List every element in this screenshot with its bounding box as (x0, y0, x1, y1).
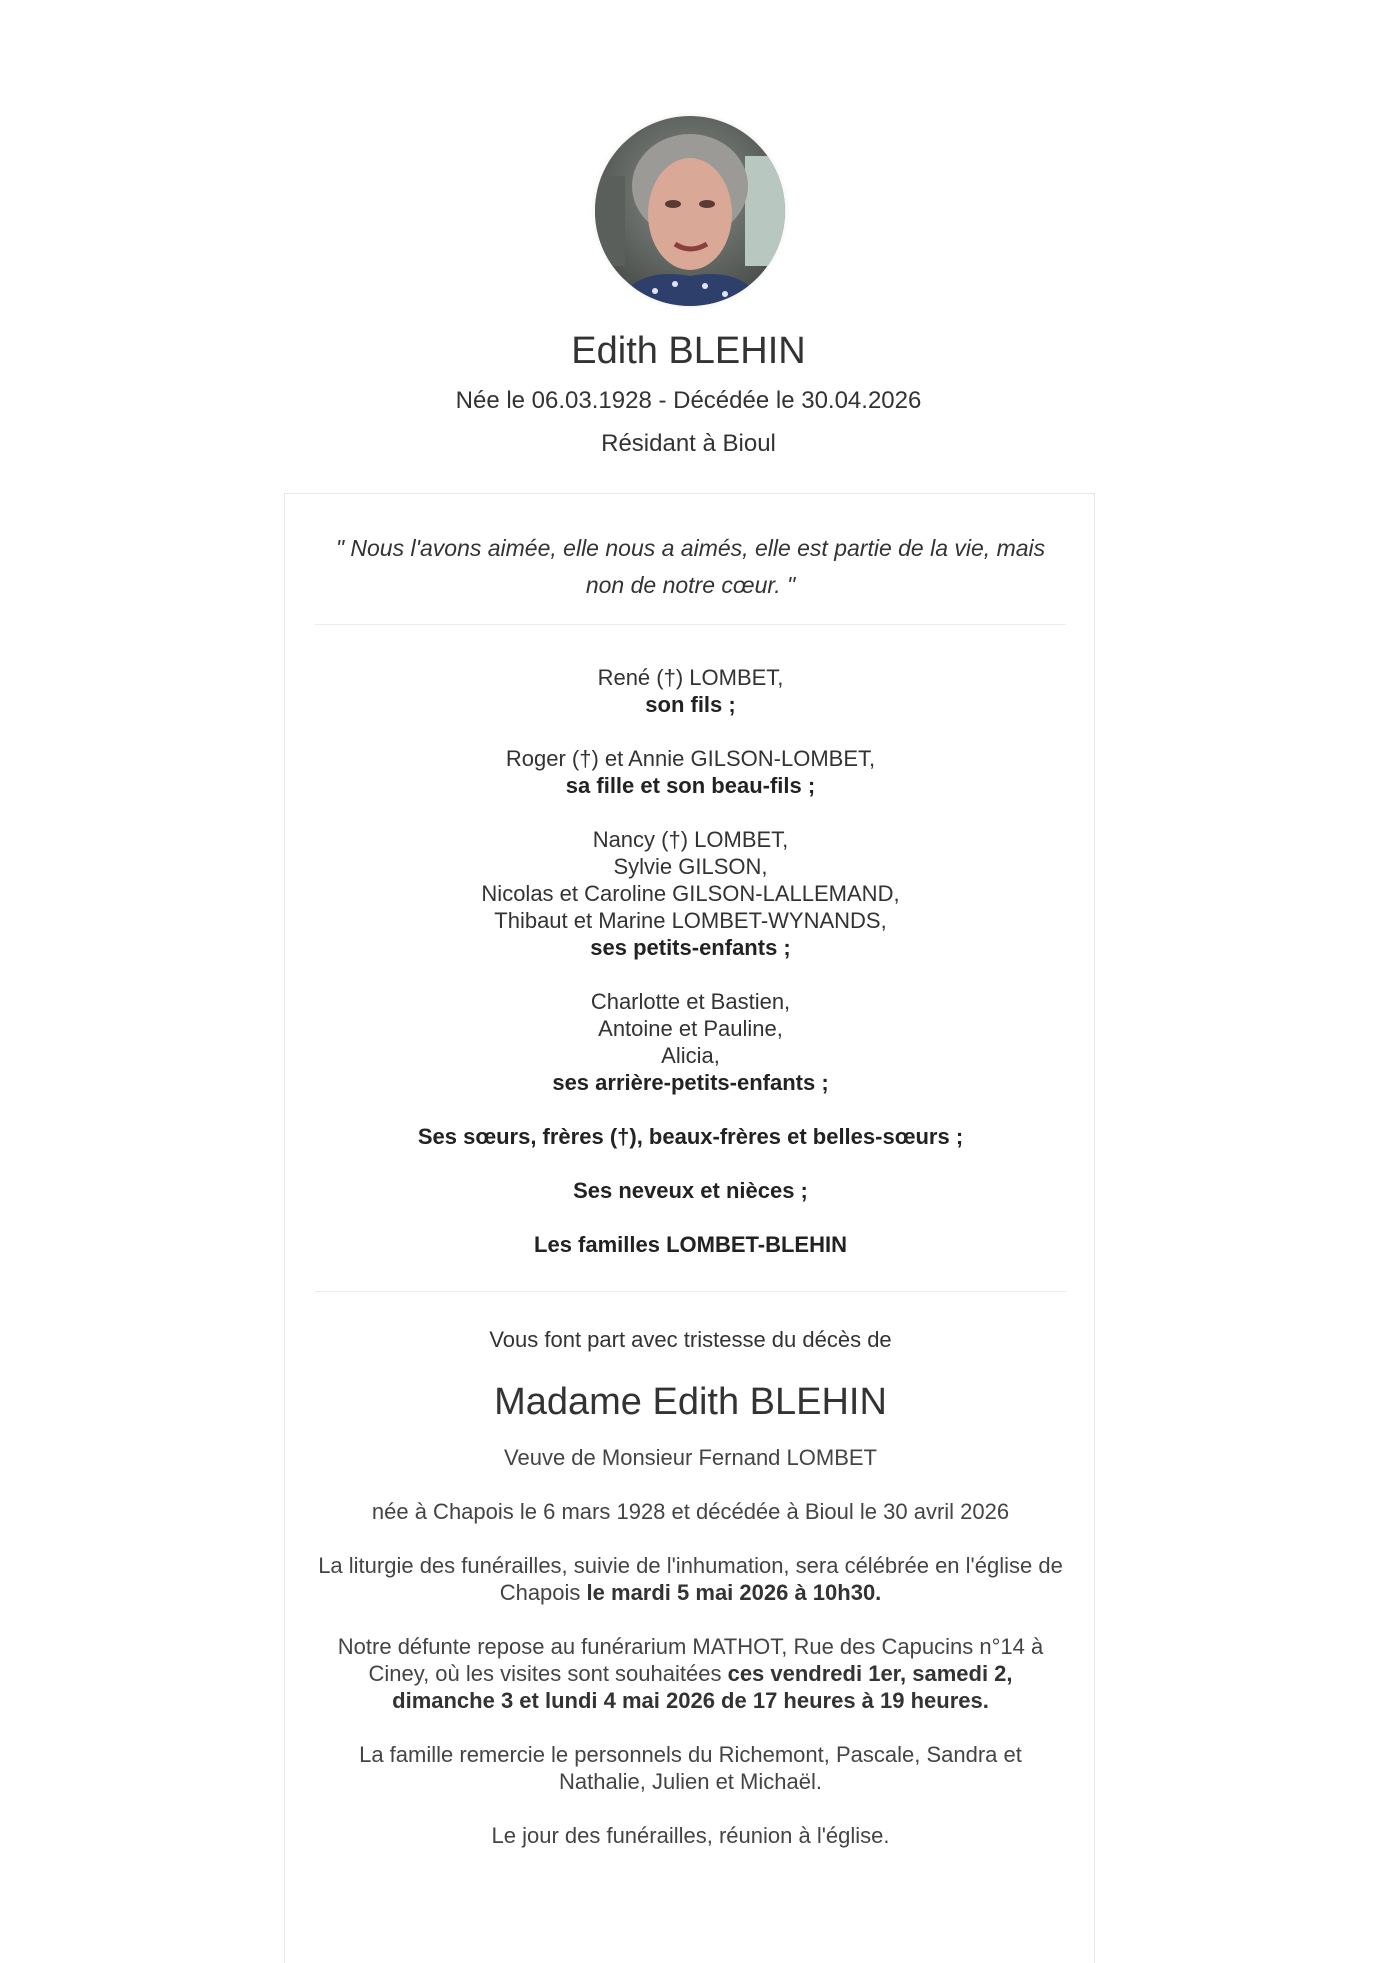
family-member: Roger (†) et Annie GILSON-LOMBET, (505, 746, 876, 771)
family-group-great-grandchildren (285, 988, 1096, 1096)
family-group-son (285, 664, 1096, 718)
thanks-paragraph: La famille remercie le personnels du Richemont, Pascale, Sandra et Nathalie, Julien et Michaël. (359, 1742, 1022, 1794)
birth-death-line: née à Chapois le 6 mars 1928 et décédée à Bioul le 30 avril 2026 (371, 1499, 1010, 1524)
family-list (285, 664, 1096, 1285)
rest-text: Notre défunte repose au funérarium MATHOT, Rue des Capucins n°14 à Ciney, où les visites sont souhaitées (337, 1634, 1044, 1686)
family-group-nephews (285, 1177, 1096, 1204)
residence: Résidant à Bioul (601, 430, 776, 457)
announcement-full-name: Madame Edith BLEHIN (494, 1381, 887, 1423)
announcement-intro: Vous font part avec tristesse du décès de (489, 1327, 892, 1352)
family-group-daughter (285, 745, 1096, 799)
family-member: Antoine et Pauline, (598, 1016, 783, 1041)
obituary-card (284, 493, 1095, 1963)
meeting-paragraph: Le jour des funérailles, réunion à l'église. (491, 1823, 890, 1848)
family-relation: son fils ; (645, 692, 736, 717)
family-relation: Ses sœurs, frères (†), beaux-frères et belles-sœurs ; (417, 1124, 964, 1149)
family-relation: Ses neveux et nièces ; (573, 1178, 808, 1203)
family-relation: Les familles LOMBET-BLEHIN (534, 1232, 847, 1257)
deceased-name: Edith BLEHIN (571, 330, 806, 372)
family-group-grandchildren (285, 826, 1096, 961)
portrait-photo (595, 116, 785, 306)
widow-line: Veuve de Monsieur Fernand LOMBET (504, 1445, 877, 1470)
liturgy-text: La liturgie des funérailles, suivie de l'inhumation, sera célébrée en l'église de Chapois (318, 1553, 1063, 1605)
family-relation: ses arrière-petits-enfants ; (552, 1070, 829, 1095)
portrait-image (595, 116, 785, 306)
family-member: Thibaut et Marine LOMBET-WYNANDS, (494, 908, 887, 933)
divider (315, 1291, 1066, 1292)
announcement-details (315, 1444, 1066, 1876)
visit-dates: ces vendredi 1er, samedi 2, dimanche 3 et lundi 4 mai 2026 de 17 heures à 19 heures. (392, 1661, 1013, 1713)
family-group-families (285, 1231, 1096, 1258)
life-dates: Née le 06.03.1928 - Décédée le 30.04.2026 (455, 387, 922, 414)
family-member: Sylvie GILSON, (613, 854, 768, 879)
family-member: Nancy (†) LOMBET, (592, 827, 789, 852)
family-relation: ses petits-enfants ; (590, 935, 791, 960)
family-member: Nicolas et Caroline GILSON-LALLEMAND, (481, 881, 900, 906)
family-relation: sa fille et son beau-fils ; (565, 773, 816, 798)
rest-paragraph (315, 1633, 1066, 1714)
liturgy-date: le mardi 5 mai 2026 à 10h30. (586, 1580, 882, 1605)
family-member: René (†) LOMBET, (597, 665, 784, 690)
memorial-quote: " Nous l'avons aimée, elle nous a aimés, elle est partie de la vie, mais non de notre cœur. " (335, 535, 1046, 598)
family-member: Charlotte et Bastien, (590, 989, 791, 1014)
liturgy-paragraph (315, 1552, 1066, 1606)
family-group-siblings (285, 1123, 1096, 1150)
family-member: Alicia, (661, 1043, 720, 1068)
divider (315, 624, 1066, 625)
